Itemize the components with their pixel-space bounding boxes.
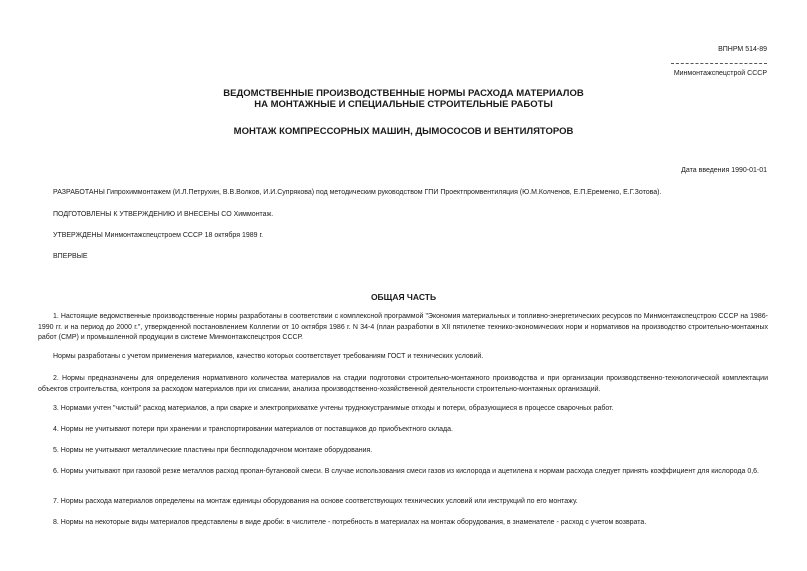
document-code: ВПНРМ 514-89 <box>718 46 767 53</box>
title-line-1: ВЕДОМСТВЕННЫЕ ПРОИЗВОДСТВЕННЫЕ НОРМЫ РАСХОДА МАТЕРИАЛОВ <box>223 88 584 99</box>
paragraph-norms-quality: Нормы разработаны с учетом применения материалов, качество которых соответствует требованиям ГОСТ и технических условий. <box>53 353 484 360</box>
document-subtitle: МОНТАЖ КОМПРЕССОРНЫХ МАШИН, ДЫМОСОСОВ И ВЕНТИЛЯТОРОВ <box>233 126 574 137</box>
title-line-2: НА МОНТАЖНЫЕ И СПЕЦИАЛЬНЫЕ СТРОИТЕЛЬНЫЕ РАБОТЫ <box>254 99 553 110</box>
approved-by: УТВЕРЖДЕНЫ Минмонтажспецстроем СССР 18 октября 1989 г. <box>53 232 264 239</box>
introduction-date: Дата введения 1990-01-01 <box>681 167 767 174</box>
paragraph-8: 8. Нормы на некоторые виды материалов представлены в виде дроби: в числителе - потребность в материалах на монтаж оборудования, в знаменателе - расход с учетом возврата. <box>53 519 647 526</box>
paragraph-7: 7. Нормы расхода материалов определены на монтаж единицы оборудования на основе соответствующих технических условий или инструкций по его монтажу. <box>53 498 578 505</box>
document-title <box>0 88 807 110</box>
paragraph-4: 4. Нормы не учитывают потери при хранении и транспортировании материалов от поставщиков до приобъектного склада. <box>53 426 453 433</box>
section-title: ОБЩАЯ ЧАСТЬ <box>370 292 437 302</box>
paragraph-1: 1. Настоящие ведомственные производственные нормы разработаны в соответствии с комплексной программой "Экономия материальных и топливно-энергетических ресурсов по Минмонтажспецстрою СССР на 1986-1990 гг. и на период до 2000 г.", утвержденной постановлением Коллегии от 10 октября 1986 г. N 34-4 (план разработки в XII пятилетке технико-экономических норм и нормативов на производство строительно-монтажных работ (СМР) и промышленной продукции в системе Минмонтажспецстроя СССР. <box>38 313 768 341</box>
header-divider <box>671 63 767 64</box>
first-edition: ВПЕРВЫЕ <box>53 253 88 260</box>
paragraph-6: 6. Нормы учитывают при газовой резке металлов расход пропан-бутановой смеси. В случае использования смеси газов из кислорода и ацетилена к нормам расхода следует принять коэффициент для кислорода 0,6. <box>53 468 760 475</box>
paragraph-2: 2. Нормы предназначены для определения нормативного количества материалов на стадии подготовки строительно-монтажного производства и при организации производственно-технологической комплектации объектов строительства, контроля за расходом материалов при их списании, анализа производственно-хозяйственной деятельности строительно-монтажных организаций. <box>38 375 768 393</box>
paragraph-3: 3. Нормами учтен "чистый" расход материалов, а при сварке и электроприхватке учтены труднокустранимые отходы и потери, образующиеся в процессе сварочных работ. <box>53 405 614 412</box>
developed-by: РАЗРАБОТАНЫ Гипрохиммонтажем (И.Л.Петрухин, В.В.Волков, И.И.Супрякова) под методическим руководством ГПИ Проектпромвентиляция (Ю.М.Колченов, Е.П.Еременко, Е.Г.Зотова). <box>53 189 662 196</box>
issuing-ministry: Минмонтажспецстрой СССР <box>673 70 767 77</box>
paragraph-5: 5. Нормы не учитывают металлические пластины при беспподкладочном монтаже оборудования. <box>53 447 373 454</box>
prepared-by: ПОДГОТОВЛЕНЫ К УТВЕРЖДЕНИЮ И ВНЕСЕНЫ СО Химмонтаж. <box>53 211 274 218</box>
